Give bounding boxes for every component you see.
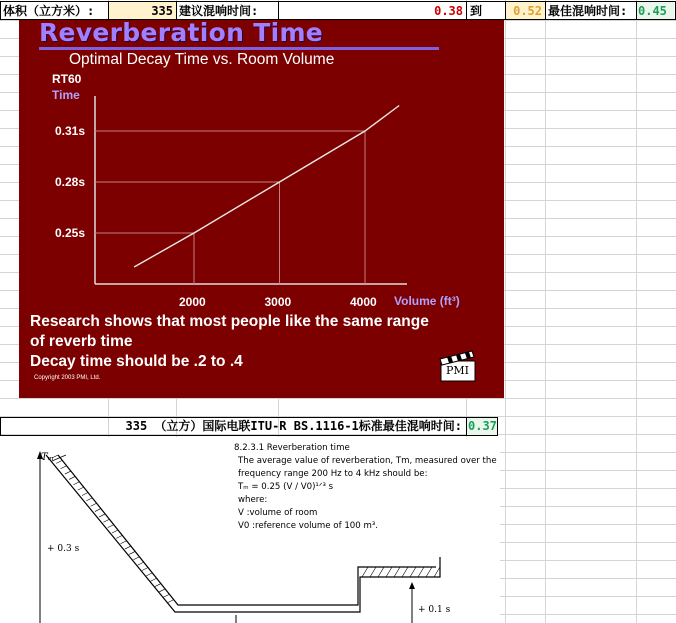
y-tick-label: 0.31s (55, 124, 86, 138)
x-tick-label: 3000 (264, 295, 292, 309)
max-value-cell[interactable]: 0.52 (513, 4, 542, 18)
body-text-line-2: of reverb time (30, 333, 133, 350)
itu-standard-label: 335 （立方）国际电联ITU-R BS.1116-1标准最佳混响时间: (125, 419, 462, 433)
body-text-line-3: Decay time should be .2 to .4 (30, 353, 243, 370)
itu-standard-value-cell[interactable]: 0.37 (468, 419, 497, 433)
volume-value-cell[interactable]: 335 (151, 4, 173, 18)
body-text-line-1: Research shows that most people like the same range (30, 313, 429, 330)
x-tick-label: 4000 (350, 295, 377, 309)
plus-0-3-label: + 0.3 s (47, 544, 80, 554)
pmi-clapperboard-logo (439, 350, 477, 382)
suggest-label: 建议混响时间: (179, 4, 259, 18)
spec-def-v: V :volume of room (238, 508, 318, 518)
spec-line-2: frequency range 200 Hz to 4 kHz should be: (238, 469, 428, 479)
pmi-logo-text: PMI (446, 364, 470, 377)
tm-axis-label: Tₘ (41, 452, 54, 463)
y-axis-label-time: Time (52, 88, 80, 102)
plus-0-1-label: + 0.1 s (418, 605, 451, 615)
y-tick-label: 0.28s (55, 175, 86, 189)
y-tick-label: 0.25s (55, 226, 86, 240)
spec-formula: Tₘ = 0.25 (V / V0)¹ᐟ³ s (238, 482, 334, 492)
slide-title: Reverberation Time (39, 20, 324, 47)
volume-label: 体积（立方米）: (3, 4, 95, 18)
min-value-cell[interactable]: 0.38 (434, 4, 463, 18)
copyright-text: Copyright 2003 PMI, Ltd. (34, 375, 101, 381)
to-label: 到 (470, 4, 483, 18)
series-line (134, 106, 399, 268)
spec-heading: 8.2.3.1 Reverberation time (234, 443, 350, 453)
best-label: 最佳混响时间: (548, 4, 628, 18)
y-axis-label-rt60: RT60 (52, 72, 82, 86)
reverberation-slide-image (19, 20, 504, 398)
x-tick-label: 2000 (179, 295, 206, 309)
x-axis-label: Volume (ft³) (394, 294, 460, 308)
spec-line-1: The average value of reverberation, Tm, measured over the (238, 456, 497, 466)
best-value-cell[interactable]: 0.45 (638, 4, 667, 18)
decay-time-chart (19, 20, 504, 320)
itu-spec-text (234, 442, 499, 533)
spec-where: where: (238, 495, 268, 505)
spec-def-v0: V0 :reference volume of 100 m³. (238, 521, 379, 531)
chart-subtitle: Optimal Decay Time vs. Room Volume (69, 51, 335, 68)
